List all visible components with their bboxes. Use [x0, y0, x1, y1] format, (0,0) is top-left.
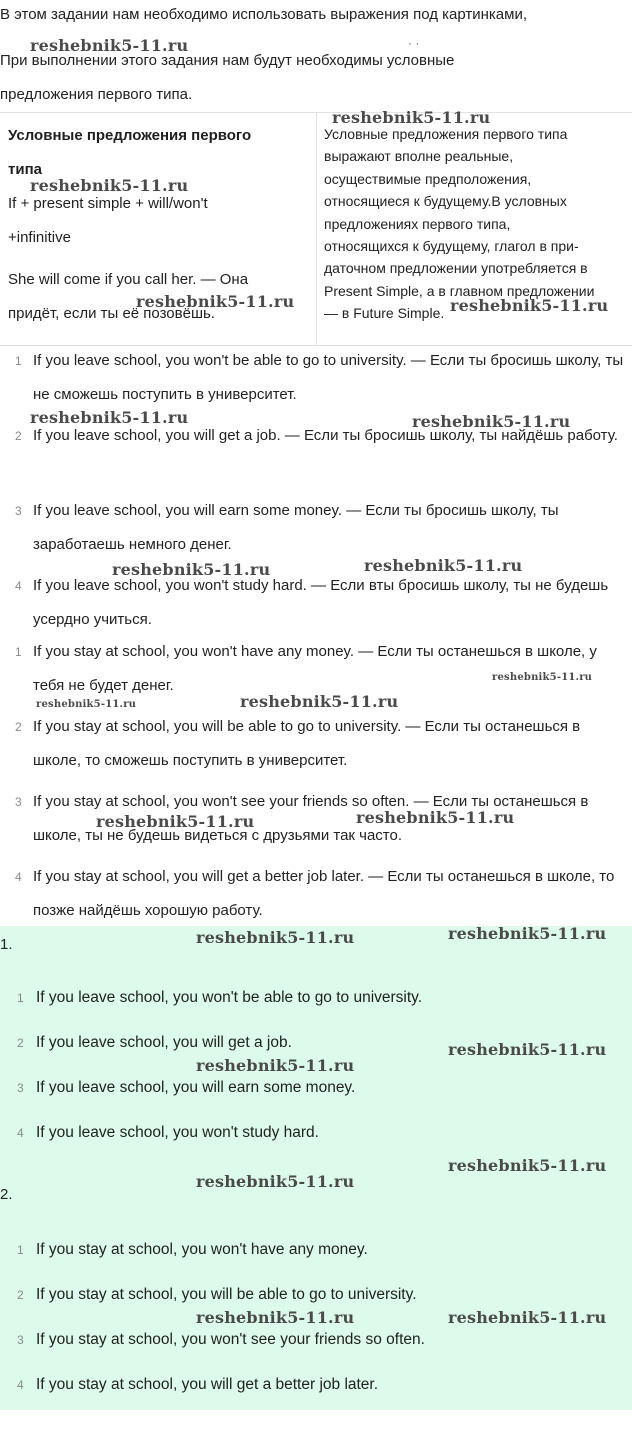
watermark: reshebnik5-11.ru [332, 108, 491, 127]
watermark: reshebnik5-11.ru [96, 812, 255, 831]
item-text: If you leave school, you will get a job. — Если ты бросишь школу, ты найдёшь работу. [33, 427, 618, 444]
item-number: 1 [15, 645, 22, 659]
item-number: 1 [17, 1243, 24, 1257]
item-number: 2 [15, 429, 22, 443]
item-number: 1 [17, 991, 24, 1005]
item-text: If you leave school, you will get a job. [36, 1034, 292, 1051]
intro-line-1: В этом задании нам необходимо использовать выражения под картинками, [0, 6, 527, 23]
item-number: 3 [17, 1081, 24, 1095]
rule-example-2: придёт, если ты её позовёшь. [8, 305, 215, 322]
item-number: 2 [17, 1288, 24, 1302]
answer-section-label: 2. [0, 1186, 13, 1203]
item-text: If you stay at school, you will be able to go to university. — Если ты останешься в школе, то сможешь поступить в университет. [33, 718, 581, 769]
item-text: If you stay at school, you will be able to go to university. [36, 1286, 417, 1303]
item-number: 4 [17, 1126, 24, 1140]
watermark: reshebnik5-11.ru [448, 1040, 607, 1059]
rule-desc-line: даточном предложении употребляется в [324, 260, 588, 277]
rule-formula: If + present simple + will/won't [8, 195, 208, 212]
watermark: reshebnik5-11.ru [412, 412, 571, 431]
item-number: 4 [15, 870, 22, 884]
answer-section-label: 1. [0, 936, 13, 953]
watermark: reshebnik5-11.ru [240, 692, 399, 711]
intro-line-2: При выполнении этого задания нам будут необходимы условные [0, 52, 455, 69]
watermark: reshebnik5-11.ru [36, 699, 137, 710]
watermark: reshebnik5-11.ru [196, 1056, 355, 1075]
item-number: 3 [17, 1333, 24, 1347]
item-text: If you stay at school, you won't have any money. — Если ты останешься в школе, у тебя не будет денег. [33, 643, 597, 694]
item-number: 2 [17, 1036, 24, 1050]
rule-heading: Условные предложения первого [8, 127, 252, 144]
table-divider [316, 113, 317, 345]
item-text: If you leave school, you won't be able to go to university. [36, 989, 423, 1006]
watermark: reshebnik5-11.ru [30, 408, 189, 427]
item-text: If you leave school, you won't be able to go to university. — Если ты бросишь школу, ты не сможешь поступить в университет. [33, 352, 624, 403]
item-text: If you stay at school, you will get a better job later. — Если ты останешься в школе, то позже найдёшь хорошую работу. [33, 868, 615, 919]
item-number: 4 [17, 1378, 24, 1392]
rule-desc-line: Present Simple, а в главном предложении [324, 282, 595, 299]
rule-heading-2: типа [8, 161, 42, 178]
watermark: reshebnik5-11.ru [450, 296, 609, 315]
watermark: reshebnik5-11.ru [30, 176, 189, 195]
watermark: reshebnik5-11.ru [448, 1156, 607, 1175]
watermark: reshebnik5-11.ru [136, 292, 295, 311]
rule-desc-line: относящихся к будущему, глагол в при- [324, 238, 579, 255]
watermark: reshebnik5-11.ru [196, 1172, 355, 1191]
watermark: reshebnik5-11.ru [492, 672, 593, 683]
item-text: If you stay at school, you won't see your friends so often. — Если ты останешься в школе, ты не будешь видеться с друзьями так часто. [33, 793, 589, 844]
watermark: reshebnik5-11.ru [448, 1308, 607, 1327]
item-text: If you leave school, you won't study hard. — Если вты бросишь школу, ты не будешь усердно учиться. [33, 577, 609, 628]
rule-desc-line: относящиеся к будущему.В условных [324, 193, 567, 210]
item-number: 4 [15, 579, 22, 593]
watermark: reshebnik5-11.ru [196, 1308, 355, 1327]
intro-line-3: предложения первого типа. [0, 86, 193, 103]
item-text: If you stay at school, you won't have any money. [36, 1241, 368, 1258]
rule-desc-line: Условные предложения первого типа [324, 126, 568, 142]
item-text: If you leave school, you will earn some money. [36, 1079, 356, 1096]
item-text: If you stay at school, you won't see your friends so often. [36, 1331, 425, 1348]
rule-desc-line: осуществимые предположения, [324, 170, 532, 187]
rule-description [324, 123, 624, 325]
rule-desc-line: выражают вполне реальные, [324, 148, 514, 165]
item-number: 3 [15, 504, 22, 518]
watermark: reshebnik5-11.ru [196, 928, 355, 947]
watermark: reshebnik5-11.ru [364, 556, 523, 575]
item-number: 1 [15, 354, 22, 368]
rule-desc-line: предложениях первого типа, [324, 215, 511, 232]
watermark: reshebnik5-11.ru [30, 36, 189, 55]
rule-desc-line: — в Future Simple. [324, 305, 445, 322]
watermark: reshebnik5-11.ru [448, 924, 607, 943]
item-number: 3 [15, 795, 22, 809]
item-text: If you stay at school, you will get a better job later. [36, 1376, 379, 1393]
stray-marks: · · [408, 36, 420, 50]
item-number: 2 [15, 720, 22, 734]
item-text: If you leave school, you will earn some money. — Если ты бросишь школу, ты заработаешь немного денег. [33, 502, 559, 553]
watermark: reshebnik5-11.ru [356, 808, 515, 827]
item-text: If you leave school, you won't study hard. [36, 1124, 319, 1141]
watermark: reshebnik5-11.ru [112, 560, 271, 579]
rule-example: She will come if you call her. — Она [8, 271, 249, 288]
rule-formula-2: +infinitive [8, 229, 71, 246]
